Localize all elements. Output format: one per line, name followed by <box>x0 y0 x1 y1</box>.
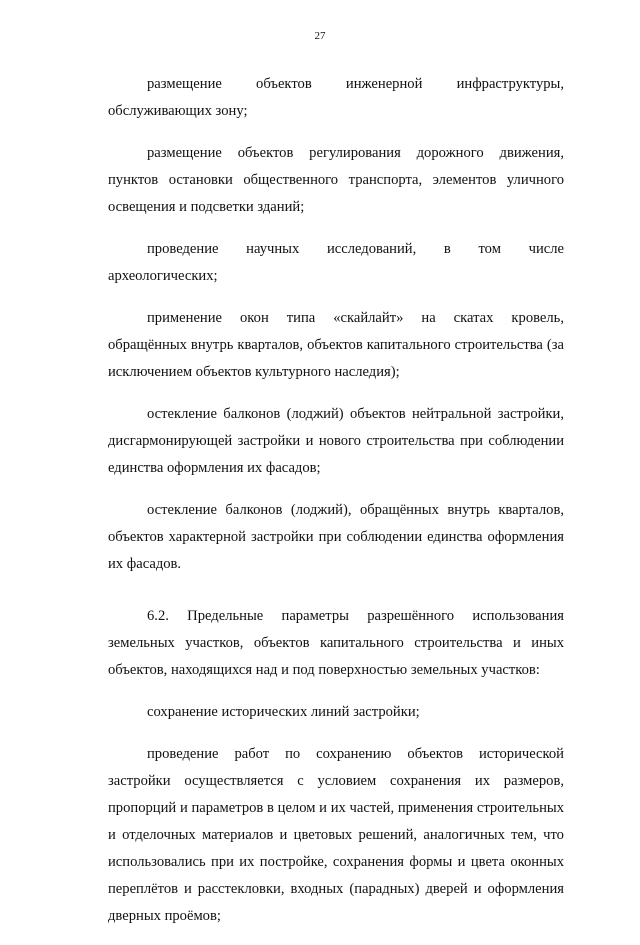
paragraph <box>108 741 564 930</box>
paragraph-line: формы и цвета оконных переплётов и расстекловки, входных <box>108 854 564 897</box>
paragraph-line: пропорций и параметров в целом и их частей, применения <box>108 800 474 816</box>
paragraph-line: пунктов остановки общественного транспорта, элементов уличного <box>108 172 564 188</box>
paragraph-line: обращённых внутрь кварталов, объектов капитального строительства <box>108 337 543 353</box>
paragraph-line: строительных и отделочных материалов и цветовых решений, <box>108 800 564 843</box>
paragraph-line: остекление балконов (лоджий) объектов нейтральной застройки, <box>147 406 564 422</box>
paragraph-line: проведение научных исследований, в том числе <box>147 241 564 257</box>
paragraph <box>108 305 564 386</box>
paragraph-line: сохранение исторических линий застройки; <box>147 704 420 720</box>
paragraph-line: (за исключением объектов культурного наследия); <box>108 337 564 380</box>
paragraph-line: проведение работ по сохранению объектов исторической <box>147 746 564 762</box>
paragraph-line: археологических; <box>108 268 218 284</box>
paragraph-line: объектов характерной застройки при соблюдении единства <box>108 529 483 545</box>
paragraph-line: размещение объектов инженерной инфраструктуры, <box>147 76 564 92</box>
paragraph-line: размещение объектов регулирования дорожного движения, <box>147 145 564 161</box>
paragraph-line: соблюдении единства оформления их фасадов; <box>108 433 565 476</box>
paragraph <box>108 71 564 125</box>
paragraph-line: (парадных) дверей и оформления дверных проёмов; <box>108 881 564 924</box>
paragraph-line: освещения и подсветки зданий; <box>108 199 305 215</box>
page-number: 27 <box>314 30 326 42</box>
paragraph-line: обслуживающих зону; <box>108 103 248 119</box>
document-body <box>108 71 564 945</box>
paragraph-line: аналогичных тем, что использовались при их постройке, сохранения <box>108 827 564 870</box>
paragraph <box>108 401 564 482</box>
paragraph-line: дисгармонирующей застройки и нового строительства при <box>108 433 483 449</box>
paragraph <box>108 140 564 221</box>
paragraph <box>108 699 564 726</box>
paragraph-line: остекление балконов (лоджий), обращённых внутрь кварталов, <box>147 502 564 518</box>
paragraph <box>108 236 564 290</box>
paragraph-line: земельных участков, объектов капитального строительства и иных <box>108 635 564 651</box>
paragraph-line: объектов, находящихся над и под поверхностью земельных участков: <box>108 662 540 678</box>
paragraph-line: застройки осуществляется с условием сохранения их размеров, <box>108 773 564 789</box>
paragraph-line: 6.2. Предельные параметры разрешённого использования <box>147 608 564 624</box>
paragraph <box>108 497 564 578</box>
paragraph-line: применение окон типа «скайлайт» на скатах кровель, <box>147 310 564 326</box>
paragraph-line: оформления их фасадов. <box>108 529 564 572</box>
section-paragraph <box>108 603 564 684</box>
